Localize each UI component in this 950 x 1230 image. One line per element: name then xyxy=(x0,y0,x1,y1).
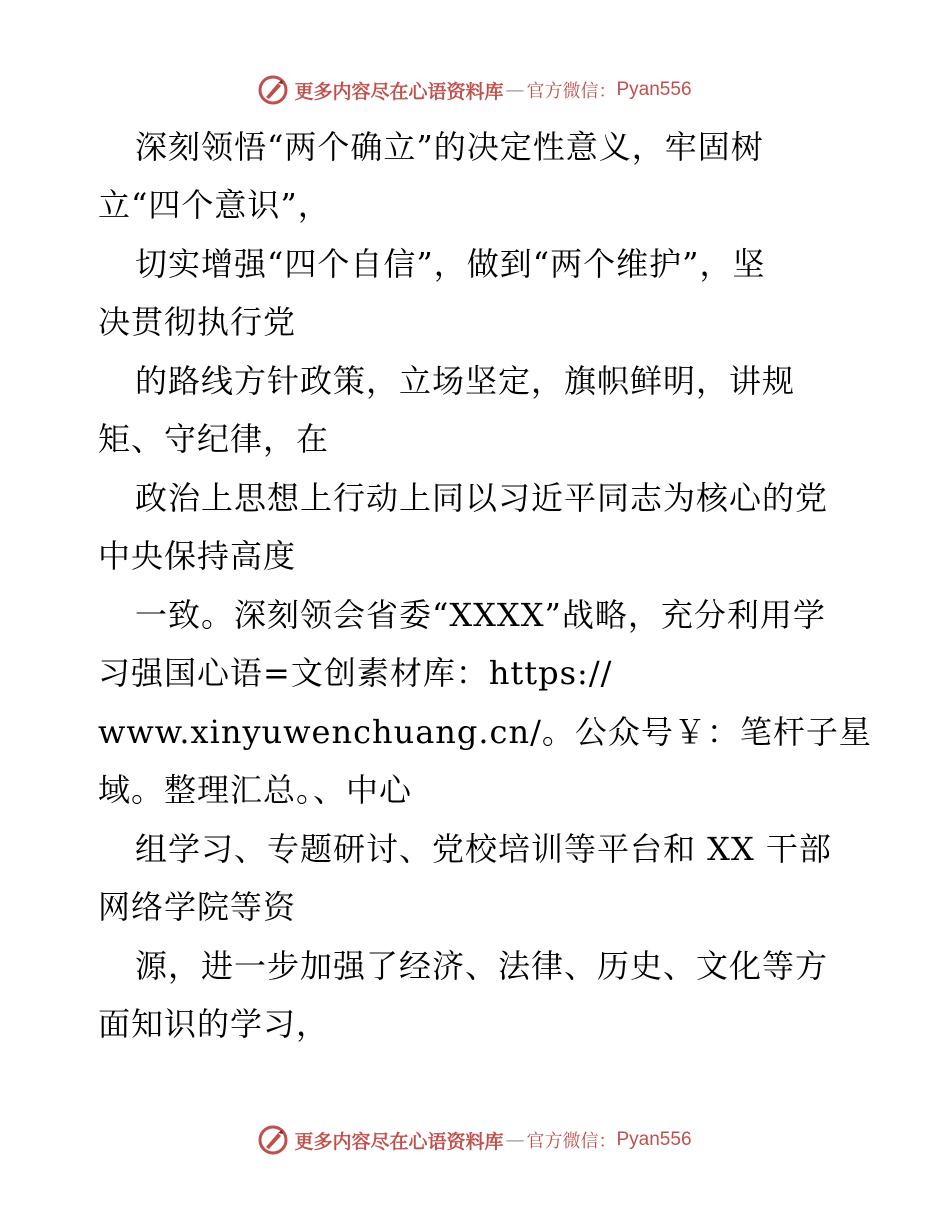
body-line: 组学习、专题研讨、党校培训等平台和 XX 干部 xyxy=(135,830,832,868)
header-banner-text: 更多内容尽在心语资料库 xyxy=(294,80,504,103)
footer-banner xyxy=(0,1120,950,1160)
footer-wechat-id: Pyan556 xyxy=(616,1129,692,1150)
body-line: 矩、守纪律，在 xyxy=(98,420,330,458)
quill-pen-logo-icon xyxy=(258,1125,288,1155)
header-banner xyxy=(0,70,950,110)
body-line: 深刻领悟“两个确立”的决定性意义，牢固树 xyxy=(135,128,764,166)
body-line: 的路线方针政策，立场坚定，旗帜鲜明，讲规 xyxy=(135,362,796,400)
body-line: 面知识的学习， xyxy=(98,1005,330,1043)
body-line: 域。整理汇总。、中心 xyxy=(98,771,413,809)
header-wechat-id: Pyan556 xyxy=(616,79,692,100)
body-line: 习强国心语=文创素材库：https:// xyxy=(98,654,613,692)
quill-pen-logo-icon xyxy=(258,75,288,105)
body-line: 源，进一步加强了经济、法律、历史、文化等方 xyxy=(135,947,829,985)
body-line: 中央保持高度 xyxy=(98,537,297,575)
body-line: 决贯彻执行党 xyxy=(98,303,297,341)
footer-banner-separator: — xyxy=(505,1129,525,1151)
footer-wechat-label: 官方微信： xyxy=(526,1131,617,1152)
body-line: www.xinyuwenchuang.cn/。公众号￥：笔杆子星 xyxy=(98,713,872,751)
header-banner-separator: — xyxy=(505,79,525,101)
body-line: 网络学院等资 xyxy=(98,888,297,926)
body-line: 政治上思想上行动上同以习近平同志为核心的党 xyxy=(135,479,829,517)
body-line: 切实增强“四个自信”，做到“两个维护”，坚 xyxy=(135,245,766,283)
body-line: 一致。深刻领会省委“XXXX”战略，充分利用学 xyxy=(135,596,826,634)
header-wechat-label: 官方微信： xyxy=(526,81,617,102)
footer-banner-text: 更多内容尽在心语资料库 xyxy=(294,1130,504,1153)
body-line: 立“四个意识”， xyxy=(98,186,331,224)
